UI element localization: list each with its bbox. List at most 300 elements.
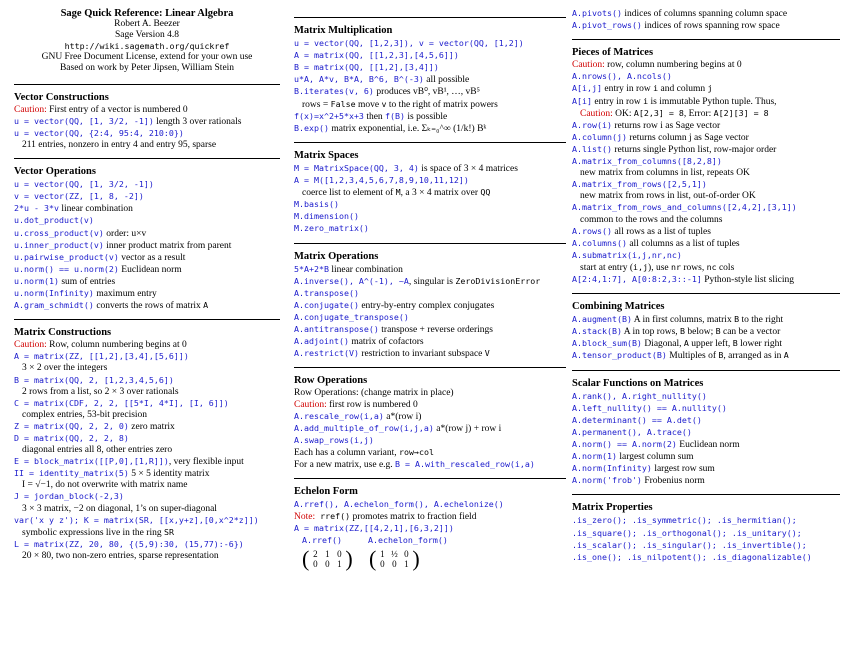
section-matrix-constructions (14, 327, 280, 562)
code-snippet: L = matrix(ZZ, 20, 80, {(5,9):30, (15,77):-6}) (14, 538, 244, 549)
text: Multiples of (666, 351, 719, 362)
text: new matrix from columns in list, repeats OK (580, 168, 750, 179)
code-snippet: A[i,j] (572, 83, 602, 94)
text-line (294, 199, 566, 211)
code-snippet: B.exp() (294, 122, 329, 133)
text-line (14, 363, 280, 374)
code-snippet: M.zero_matrix() (294, 223, 369, 234)
code-snippet: A.row(i) (572, 119, 612, 130)
text-line (14, 398, 280, 410)
text-line (14, 456, 280, 468)
code-inline: V (484, 348, 490, 359)
text-line (294, 99, 566, 111)
code-snippet: A.echelon_form() (367, 535, 448, 546)
code-inline: B (718, 350, 724, 361)
text-line (14, 252, 280, 264)
code-snippet: u.norm(Infinity) (14, 287, 94, 298)
code-snippet: B = A.with_rescaled_row(i,a) (395, 459, 535, 469)
section-title: Matrix Constructions (14, 327, 112, 339)
text: first row is numbered 0 (326, 399, 418, 410)
section-divider (294, 17, 566, 18)
code-snippet: var('x y z'); K = matrix(SR, [[x,y+z],[0,x^2*z]]) (14, 514, 259, 525)
section-divider (572, 494, 840, 495)
caution-label: Caution: (580, 108, 613, 119)
text-line (572, 250, 840, 262)
code-snippet: f(B) (385, 110, 406, 121)
code-snippet: A.permanent(), A.trace() (572, 426, 692, 437)
text-line (14, 480, 280, 491)
code-snippet: A.stack(B) (572, 326, 622, 337)
text: complex entries, 53-bit precision (22, 409, 148, 420)
code-snippet: A[2:4,1:7], A[0:8:2,3::-1] (572, 273, 702, 284)
text: indices of columns spanning column space (621, 9, 788, 19)
text: to the right (739, 315, 784, 326)
code-snippet: A.matrix_from_rows_and_columns([2,4,2],[3,1]) (572, 202, 797, 213)
section-divider (294, 478, 566, 479)
column-middle (294, 0, 566, 570)
text: entry in row (601, 84, 654, 95)
text-line (14, 527, 280, 539)
text-line (294, 523, 566, 535)
code-inline: rref() (315, 511, 351, 522)
text-line (294, 435, 566, 447)
code-snippet: .is_zero(); .is_symmetric(); .is_hermitian(); (572, 515, 797, 526)
code-snippet: A.conjugate_transpose() (294, 311, 409, 322)
text: Each has a column variant, (294, 447, 399, 458)
section-title: Pieces of Matrices (572, 47, 654, 59)
text: to the right of matrix powers (386, 99, 498, 110)
section-divider (294, 367, 566, 368)
text: new matrix from rows in list, out-of-order OK (580, 191, 756, 202)
code-inline: M (395, 187, 401, 198)
code-snippet: 2*u - 3*v (14, 203, 59, 214)
code-snippet: II = identity_matrix(5) (14, 468, 129, 479)
section-title: Matrix Multiplication (294, 25, 393, 36)
section-divider (294, 142, 566, 143)
code-snippet: A.transpose() (294, 287, 359, 298)
text-line (572, 314, 840, 326)
text-line (572, 540, 840, 552)
code-snippet: A.rref(), A.echelon_form(), A.echelonize() (294, 499, 504, 510)
text-line (572, 528, 840, 540)
text: entry in row (591, 96, 644, 107)
code-snippet: A.add_multiple_of_row(i,j,a) (294, 422, 434, 433)
code-snippet: A.inverse(), A^(-1), ~A (294, 275, 409, 286)
section-divider (572, 293, 840, 294)
text-line (14, 351, 280, 363)
text-line (294, 211, 566, 223)
text-line (14, 433, 280, 445)
code-snippet: u = vector(QQ, [1, 3/2, -1]) (14, 115, 154, 126)
text: then (363, 111, 386, 122)
text-line (572, 552, 840, 564)
text: I = √−1, do not overwrite with matrix name (22, 480, 188, 491)
text-line (572, 515, 840, 527)
text: order: u×v (103, 228, 147, 239)
code-snippet: M = MatrixSpace(QQ, 3, 4) (294, 162, 419, 173)
document-url[interactable]: http://wiki.sagemath.org/quickref (64, 41, 230, 52)
text-line (294, 223, 566, 235)
text: , very flexible input (168, 457, 244, 468)
code-snippet: A.pivots() (572, 8, 622, 18)
section-title: Row Operations (294, 375, 368, 387)
text: row, column numbering begins at 0 (604, 60, 742, 71)
text-line (572, 403, 840, 415)
text: 3 × 3 matrix, −2 on diagonal, 1’s on super-diagonal (22, 503, 217, 514)
code-snippet: D = matrix(QQ, 2, 2, 8) (14, 433, 129, 443)
section-echelon-form (294, 486, 566, 570)
code-snippet: A.nrows(), A.ncols() (572, 71, 672, 82)
code-snippet: A = matrix(ZZ,[[4,2,1],[6,3,2]]) (294, 523, 454, 534)
note-label: Note: (294, 512, 316, 523)
text-line (294, 300, 566, 312)
text: common to the rows and the columns (580, 214, 723, 225)
text-line (294, 50, 566, 62)
text: a*(row j) + row i (433, 423, 502, 434)
code-snippet: A.norm(Infinity) (572, 463, 652, 474)
code-snippet: u.inner_product(v) (14, 239, 104, 250)
section-divider (14, 84, 280, 85)
code-snippet: A[i] (572, 95, 592, 106)
text-line (14, 410, 280, 421)
code-snippet: u.norm() == u.norm(2) (14, 263, 119, 274)
text: and column (658, 84, 708, 95)
text-line (294, 175, 566, 187)
text-line (14, 515, 280, 527)
section-matrix-properties (572, 502, 840, 563)
code-snippet: A.rref() (302, 535, 342, 546)
code-snippet: A.norm(1) (572, 451, 617, 462)
text-line (294, 62, 566, 74)
code-snippet: A.matrix_from_columns([8,2,8]) (572, 156, 722, 167)
code-inline: j (707, 83, 713, 94)
text: symbolic expressions live in the ring (22, 527, 164, 538)
section-vector-operations (14, 166, 280, 312)
code-inline: SR (163, 526, 174, 537)
text: transpose + reverse orderings (378, 325, 493, 336)
text: 2 rows from a list, so 2 × 3 over rationals (22, 386, 179, 397)
text-line (294, 423, 566, 435)
text: matrix exponential, i.e. Σₖ₌₀^∞ (1/k!) Bᵏ (328, 123, 487, 134)
text: all columns as a list of tuples (626, 238, 740, 249)
text: is possible (405, 111, 448, 122)
text: all rows as a list of tuples (611, 226, 711, 237)
text-line (572, 238, 840, 250)
section-divider (14, 319, 280, 320)
text: 5 × 5 identity matrix (128, 469, 210, 480)
section-divider (572, 39, 840, 40)
text-line (572, 60, 840, 71)
document-license: GNU Free Document License, extend for your own use (41, 52, 253, 63)
text: cols (716, 262, 735, 273)
code-snippet: A.matrix_from_rows([2,5,1]) (572, 179, 707, 190)
section-pivots (572, 0, 840, 32)
text-line (572, 8, 840, 20)
text-line (14, 504, 280, 515)
code-inline: nc (706, 261, 717, 272)
code-snippet: 5*A+2*B (294, 263, 329, 274)
code-inline: A (683, 338, 689, 349)
document-title: Sage Quick Reference: Linear Algebra (60, 8, 234, 19)
code-snippet: A.rows() (572, 225, 612, 236)
code-snippet: A.swap_rows(i,j) (294, 434, 374, 445)
code-inline: ZeroDivisionError (455, 275, 541, 286)
code-inline: row→col (399, 446, 434, 457)
section-divider (14, 158, 280, 159)
text-line (294, 123, 566, 135)
text-line (294, 74, 566, 86)
code-snippet: A.left_nullity() == A.nullity() (572, 402, 727, 413)
text-line (572, 415, 840, 427)
text-line (14, 240, 280, 252)
text: 20 × 80, two non-zero entries, sparse representation (22, 550, 219, 561)
text-line (572, 215, 840, 226)
code-inline: nr (670, 261, 681, 272)
text-line (14, 215, 280, 227)
text: is space of 3 × 4 matrices (418, 163, 518, 174)
matrix-rref: ( 2 1 0 0 0 1 ) (302, 545, 353, 571)
text-line (294, 348, 566, 360)
text-line (294, 535, 566, 547)
section-title: Scalar Functions on Matrices (572, 377, 704, 389)
text-line (294, 388, 566, 399)
text-line (572, 475, 840, 487)
text: entry-by-entry complex conjugates (358, 300, 495, 311)
text: returns single Python list, row-major order (611, 144, 777, 155)
text-line (572, 226, 840, 238)
text: largest row sum (651, 464, 715, 475)
text: lower right (737, 339, 783, 350)
code-snippet: A.augment(B) (572, 314, 632, 325)
code-snippet: J = jordan_block(-2,3) (14, 491, 124, 502)
text-line (14, 421, 280, 433)
code-snippet: A.adjoint() (294, 336, 349, 347)
text-line (14, 539, 280, 551)
text-line (572, 156, 840, 168)
text: upper left, (688, 339, 733, 350)
text-line (572, 274, 840, 286)
code-snippet: u = vector(QQ, [1, 3/2, -1]) (14, 179, 154, 190)
text-line (14, 340, 280, 351)
text-line (294, 324, 566, 336)
section-pieces-of-matrices (572, 47, 840, 286)
code-snippet: u.pairwise_product(v) (14, 251, 119, 262)
text: diagonal entries all 8, other entries zero (22, 445, 173, 456)
text: inner product matrix from parent (103, 240, 232, 251)
code-inline: A[2,3] = 8 (633, 107, 684, 118)
code-snippet: M.basis() (294, 199, 339, 210)
text-line (572, 326, 840, 338)
document-header (14, 0, 280, 75)
text-line (572, 451, 840, 463)
code-snippet: A.tensor_product(B) (572, 350, 667, 361)
code-inline: False (330, 98, 356, 109)
text-line (294, 38, 566, 50)
text-line (14, 179, 280, 191)
code-inline: i,j (633, 261, 649, 272)
code-snippet: B = matrix(QQ, [[1,2],[3,4]]) (294, 62, 439, 73)
code-snippet: .is_scalar(); .is_singular(); .is_invertible(); (572, 539, 807, 550)
matrix-echelon-form: ( 1 ½ 0 0 0 1 ) (369, 545, 420, 571)
section-title: Matrix Spaces (294, 149, 359, 161)
code-inline: i (653, 83, 659, 94)
text-line (14, 491, 280, 503)
code-snippet: A.block_sum(B) (572, 338, 642, 349)
section-title: Echelon Form (294, 486, 358, 498)
section-matrix-spaces (294, 150, 566, 236)
section-divider (294, 243, 566, 244)
text: , a 3 × 4 matrix over (400, 188, 481, 199)
text: is immutable Python tuple. Thus, (648, 96, 777, 107)
code-snippet: A.rank(), A.right_nullity() (572, 390, 707, 401)
code-inline: A (203, 300, 209, 311)
text: matrix of cofactors (348, 337, 424, 348)
text-line (14, 276, 280, 288)
text-line (572, 20, 840, 32)
document-version: Sage Version 4.8 (115, 30, 179, 41)
text-line (294, 411, 566, 423)
text-line (294, 499, 566, 511)
text-line (572, 96, 840, 108)
code-snippet: A = M([1,2,3,4,5,6,7,8,9,10,11,12]) (294, 175, 469, 186)
text: largest column sum (616, 452, 694, 463)
section-title: Combining Matrices (572, 301, 665, 313)
text: restriction to invariant subspace (358, 349, 485, 360)
section-matrix-operations (294, 251, 566, 361)
section-row-operations (294, 375, 566, 471)
text: Row Operations: (change matrix in place) (294, 388, 454, 399)
text: First entry of a vector is numbered 0 (46, 104, 188, 115)
text: , singular is (408, 276, 456, 287)
text-line (572, 120, 840, 132)
code-snippet: A.pivot_rows() (572, 20, 642, 31)
code-snippet: A.antitranspose() (294, 324, 379, 335)
text-line (14, 140, 280, 151)
text-line (294, 163, 566, 175)
caution-label: Caution: (572, 60, 605, 71)
text: returns column j as Sage vector (626, 132, 749, 143)
code-snippet: u = vector(QQ, [1,2,3]), v = vector(QQ, [1,2]) (294, 38, 524, 49)
text: a*(row i) (383, 411, 422, 422)
text: sum of entries (58, 276, 116, 287)
code-snippet: f(x)=x^2+5*x+3 (294, 110, 364, 121)
text-line (14, 191, 280, 203)
section-scalar-functions (572, 378, 840, 488)
code-inline: B (715, 326, 721, 337)
text: length 3 over rationals (153, 116, 242, 127)
code-snippet: A.determinant() == A.det() (572, 414, 702, 425)
text-line (14, 445, 280, 456)
code-snippet: u*A, A*v, B*A, B^6, B^(-3) (294, 74, 424, 85)
section-divider (572, 370, 840, 371)
text: move (355, 99, 382, 110)
text: start at entry ( (580, 262, 634, 273)
code-snippet: A.restrict(V) (294, 348, 359, 359)
text: A in top rows, (621, 327, 681, 338)
text-line (572, 427, 840, 439)
text-line (14, 203, 280, 215)
text-line (572, 71, 840, 83)
section-title: Matrix Operations (294, 250, 379, 262)
text-line (572, 350, 840, 362)
section-title: Vector Constructions (14, 91, 109, 103)
text-line (14, 264, 280, 276)
text-line (294, 276, 566, 288)
code-snippet: M.dimension() (294, 211, 359, 222)
text-line (294, 336, 566, 348)
code-snippet: A.rescale_row(i,a) (294, 410, 384, 421)
column-right (572, 0, 840, 564)
text: rows, (680, 262, 707, 273)
code-snippet: A.columns() (572, 237, 627, 248)
text: promotes matrix to fraction field (350, 512, 477, 523)
text: zero matrix (128, 421, 175, 432)
text-line (294, 288, 566, 300)
text: converts the rows of matrix (93, 301, 204, 312)
code-snippet: E = block_matrix([[P,0],[1,R]]) (14, 456, 169, 467)
text: ), use (648, 262, 671, 273)
text-line (572, 132, 840, 144)
code-snippet: B = matrix(QQ, 2, [1,2,3,4,5,6]) (14, 374, 174, 385)
text: Euclidean norm (676, 440, 740, 450)
code-inline: i (643, 95, 649, 106)
text-line (294, 264, 566, 276)
text: linear combination (328, 264, 403, 275)
document-author: Robert A. Beezer (114, 19, 180, 30)
section-combining-matrices (572, 301, 840, 362)
text-line (294, 400, 566, 411)
text: A in first columns, matrix (631, 315, 735, 326)
text: maximum entry (93, 288, 157, 299)
code-snippet: B.iterates(v, 6) (294, 86, 374, 97)
code-inline: v (381, 98, 387, 109)
caution-label: Caution: (14, 340, 47, 351)
text-line (572, 108, 840, 120)
code-snippet: u = vector(QQ, {2:4, 95:4, 210:0}) (14, 127, 184, 138)
code-inline: B (732, 338, 738, 349)
text-line (14, 300, 280, 312)
text: all possible (423, 75, 470, 86)
section-matrix-multiplication (294, 25, 566, 135)
code-snippet: A = matrix(ZZ, [[1,2],[3,4],[5,6]]) (14, 351, 189, 362)
text-line (14, 387, 280, 398)
code-snippet: A.norm() == A.norm(2) (572, 439, 677, 449)
code-snippet: A = matrix(QQ, [[1,2,3],[4,5,6]]) (294, 50, 459, 61)
column-left (14, 0, 280, 562)
text: vector as a result (118, 252, 186, 263)
code-snippet: u.norm(1) (14, 275, 59, 286)
text-line (572, 83, 840, 95)
text: 211 entries, nonzero in entry 4 and entry 95, sparse (22, 139, 217, 150)
text-line (572, 262, 840, 274)
matrix-display-row (294, 545, 566, 571)
text: linear combination (58, 204, 133, 215)
code-snippet: A.gram_schmidt() (14, 300, 94, 311)
text: OK: (612, 108, 634, 119)
code-inline: B (680, 326, 686, 337)
text-line (14, 105, 280, 116)
section-vector-constructions (14, 92, 280, 151)
text: For a new matrix, use e.g. (294, 460, 396, 470)
text: 3 × 2 over the integers (22, 363, 108, 374)
text-line (572, 439, 840, 451)
text-line (294, 511, 566, 523)
code-inline: A (783, 350, 789, 361)
text: indices of rows spanning row space (641, 21, 780, 32)
caution-label: Caution: (14, 104, 47, 115)
code-inline: QQ (480, 187, 491, 198)
text: coerce list to element of (302, 188, 396, 199)
